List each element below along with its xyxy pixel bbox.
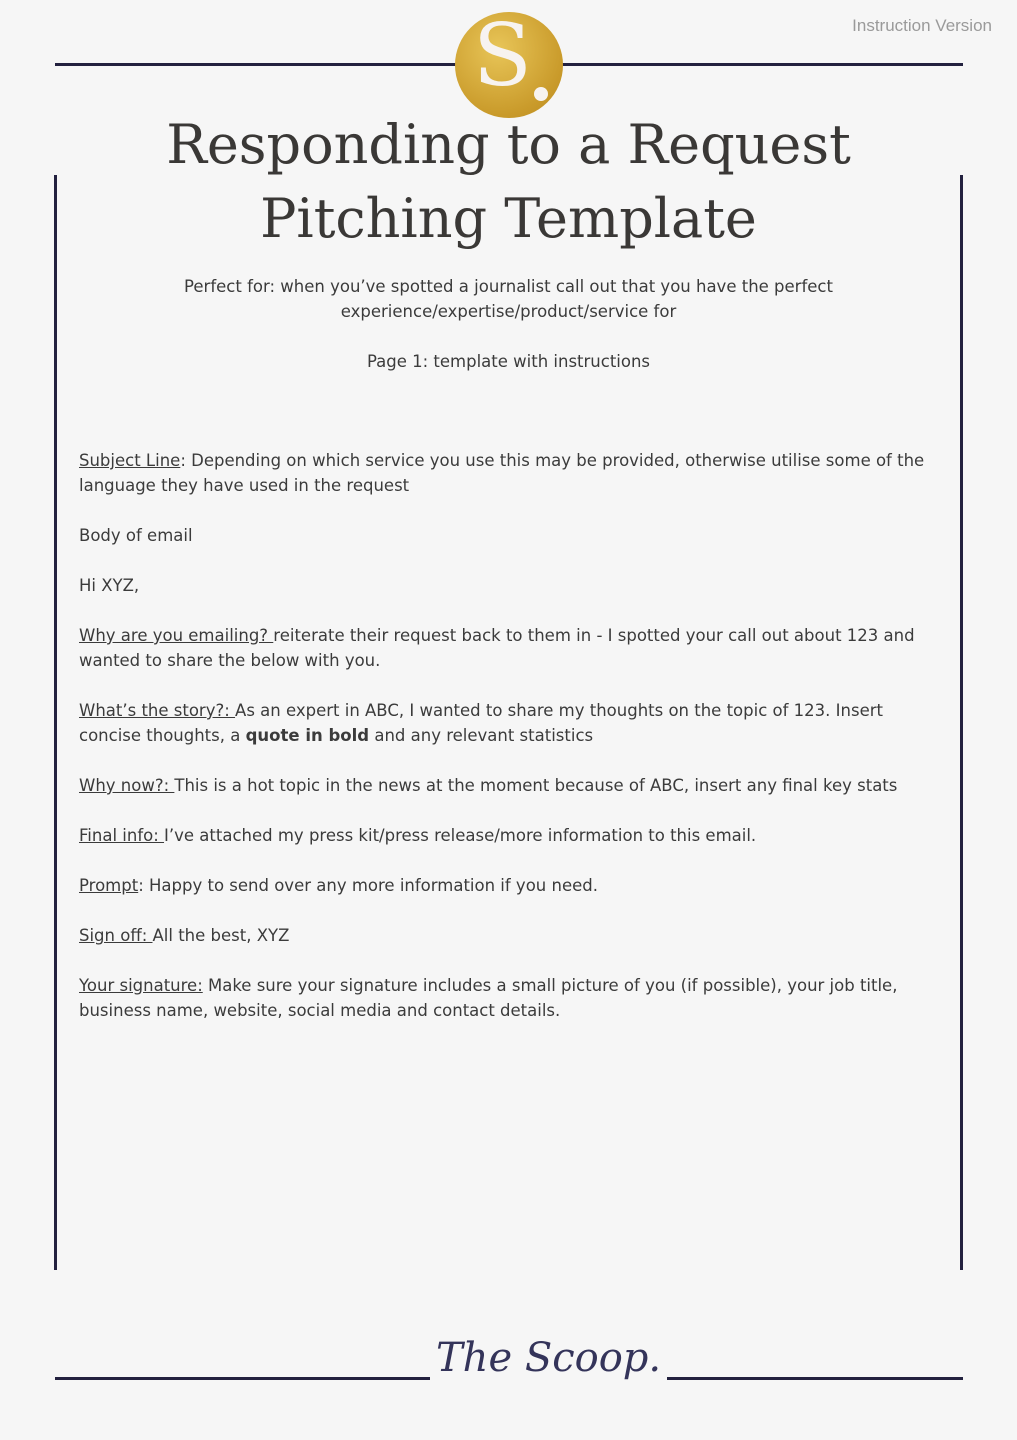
greeting: Hi XYZ, [79, 576, 140, 595]
signoff-label: Sign off: [79, 926, 153, 945]
version-label: Instruction Version [852, 16, 992, 35]
story-label: What’s the story?: [79, 701, 236, 720]
signature-text: Make sure your signature includes a small picture of you (if possible), your job title, business name, website, social media and contact details. [79, 976, 898, 1020]
left-border [54, 175, 57, 1270]
subject-label: Subject Line [79, 451, 181, 470]
final-label: Final info: [79, 826, 165, 845]
brand-signature-logo: The Scoop. [430, 1335, 667, 1381]
logo [455, 6, 563, 118]
why-text: reiterate their request back to them in - I spotted your call out about 123 and wanted to share the below with you. [79, 626, 915, 670]
now-text: This is a hot topic in the news at the moment because of ABC, insert any final key stats [174, 776, 898, 795]
logo-letter: S [473, 6, 532, 106]
story-text-end: and any relevant statistics [369, 726, 594, 745]
signature-label: Your signature: [79, 976, 203, 995]
why-label: Why are you emailing? [79, 626, 274, 645]
prompt-text: : Happy to send over any more information if you need. [138, 876, 598, 895]
perfect-for: Perfect for: when you’ve spotted a journalist call out that you have the perfect experience/expertise/product/service for [184, 277, 833, 321]
page-note: Page 1: template with instructions [366, 352, 651, 371]
final-text: I’ve attached my press kit/press release/more information to this email. [164, 826, 757, 845]
page-title: Responding to a Request Pitching Template [166, 113, 851, 250]
template-body [79, 448, 939, 1048]
right-border [960, 175, 963, 1270]
subject-text: : Depending on which service you use this may be provided, otherwise utilise some of the language they have used in the request [79, 451, 925, 495]
story-bold: quote in bold [245, 726, 370, 745]
signoff-text: All the best, XYZ [152, 926, 290, 945]
body-heading: Body of email [79, 526, 193, 545]
prompt-label: Prompt [79, 876, 139, 895]
now-label: Why now?: [79, 776, 175, 795]
story-text: As an expert in ABC, I wanted to share my thoughts on the topic of 123. Insert concise thoughts, a [79, 701, 883, 745]
